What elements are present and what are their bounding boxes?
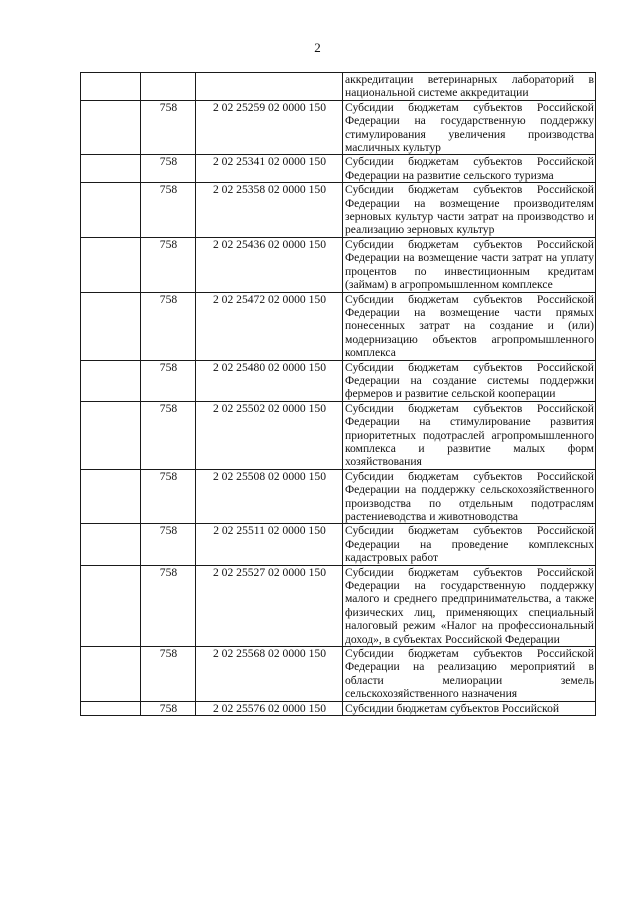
admin-code-cell: 758 [141,524,196,565]
admin-code-cell: 758 [141,155,196,183]
table-row [81,469,596,524]
row-blank-cell [81,469,141,524]
table-row [81,360,596,401]
row-blank-cell [81,360,141,401]
budget-classification-code-cell: 2 02 25436 02 0000 150 [196,237,343,292]
budget-classification-code-cell: 2 02 25259 02 0000 150 [196,100,343,155]
table-row [81,401,596,469]
row-blank-cell [81,155,141,183]
budget-classification-code-cell: 2 02 25341 02 0000 150 [196,155,343,183]
table-row [81,73,596,101]
revenue-name-cell: Субсидии бюджетам субъектов Российской Федерации на реализацию мероприятий в области мелиорации земель сельскохозяйственного назначения [343,647,596,702]
table-body [81,73,596,716]
revenue-name-cell: аккредитации ветеринарных лабораторий в национальной системе аккредитации [343,73,596,101]
budget-classification-code-cell: 2 02 25502 02 0000 150 [196,401,343,469]
admin-code-cell: 758 [141,469,196,524]
admin-code-cell [141,73,196,101]
admin-code-cell: 758 [141,183,196,238]
table-row [81,155,596,183]
row-blank-cell [81,701,141,715]
admin-code-cell: 758 [141,360,196,401]
admin-code-cell: 758 [141,237,196,292]
row-blank-cell [81,73,141,101]
row-blank-cell [81,183,141,238]
budget-codes-table [80,72,596,716]
row-blank-cell [81,100,141,155]
revenue-name-cell: Субсидии бюджетам субъектов Российской Федерации на возмещение части затрат на уплату процентов по инвестиционным кредитам (займам) в агропромышленном комплексе [343,237,596,292]
revenue-name-cell: Субсидии бюджетам субъектов Российской Федерации на государственную поддержку стимулирования увеличения производства масличных культур [343,100,596,155]
table-row [81,237,596,292]
revenue-name-cell: Субсидии бюджетам субъектов Российской Федерации на создание системы поддержки фермеров и развитие сельской кооперации [343,360,596,401]
budget-classification-code-cell: 2 02 25472 02 0000 150 [196,292,343,360]
budget-classification-code-cell: 2 02 25576 02 0000 150 [196,701,343,715]
admin-code-cell: 758 [141,401,196,469]
revenue-name-cell: Субсидии бюджетам субъектов Российской Федерации на возмещение части прямых понесенных затрат на создание и (или) модернизацию объектов агропромышленного комплекса [343,292,596,360]
row-blank-cell [81,237,141,292]
revenue-name-cell: Субсидии бюджетам субъектов Российской Федерации на государственную поддержку малого и среднего предпринимательства, а также физических лиц, применяющих специальный налоговый режим «Налог на профессиональный доход», в субъектах Российской Федерации [343,565,596,646]
table-row [81,183,596,238]
table-row [81,701,596,715]
page-number: 2 [314,40,321,55]
budget-classification-code-cell: 2 02 25480 02 0000 150 [196,360,343,401]
table-row [81,647,596,702]
table-row [81,524,596,565]
admin-code-cell: 758 [141,292,196,360]
table-row [81,565,596,646]
revenue-name-cell: Субсидии бюджетам субъектов Российской Федерации на поддержку сельскохозяйственного производства по отдельным подотраслям растениеводства и животноводства [343,469,596,524]
revenue-name-cell: Субсидии бюджетам субъектов Российской Федерации на проведение комплексных кадастровых работ [343,524,596,565]
budget-classification-code-cell: 2 02 25508 02 0000 150 [196,469,343,524]
admin-code-cell: 758 [141,100,196,155]
budget-classification-code-cell [196,73,343,101]
table-row [81,292,596,360]
row-blank-cell [81,647,141,702]
revenue-name-cell: Субсидии бюджетам субъектов Российской Федерации на возмещение производителям зерновых культур части затрат на производство и реализацию зерновых культур [343,183,596,238]
admin-code-cell: 758 [141,647,196,702]
budget-classification-code-cell: 2 02 25511 02 0000 150 [196,524,343,565]
row-blank-cell [81,401,141,469]
row-blank-cell [81,565,141,646]
budget-classification-code-cell: 2 02 25358 02 0000 150 [196,183,343,238]
row-blank-cell [81,292,141,360]
revenue-name-cell: Субсидии бюджетам субъектов Российской Федерации на развитие сельского туризма [343,155,596,183]
revenue-name-cell: Субсидии бюджетам субъектов Российской [343,701,596,715]
admin-code-cell: 758 [141,565,196,646]
admin-code-cell: 758 [141,701,196,715]
budget-classification-code-cell: 2 02 25527 02 0000 150 [196,565,343,646]
row-blank-cell [81,524,141,565]
table-row [81,100,596,155]
revenue-name-cell: Субсидии бюджетам субъектов Российской Федерации на стимулирование развития приоритетных подотраслей агропромышленного комплекса и развитие малых форм хозяйствования [343,401,596,469]
budget-classification-code-cell: 2 02 25568 02 0000 150 [196,647,343,702]
